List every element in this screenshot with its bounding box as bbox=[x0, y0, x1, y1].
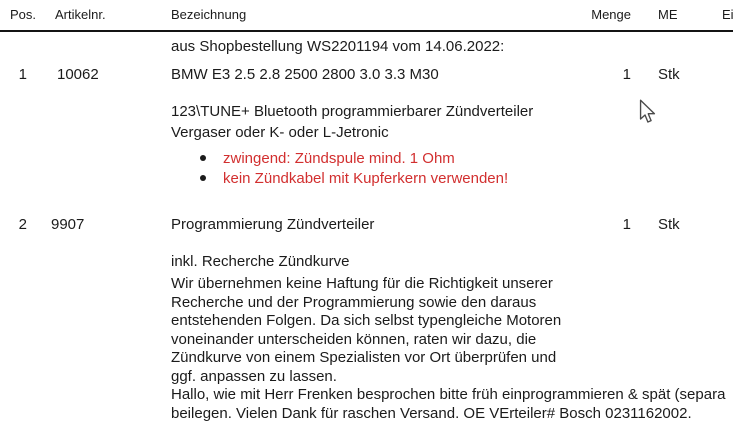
row2-disclaimer-line: Recherche und der Programmierung sowie den daraus bbox=[171, 294, 537, 311]
header-divider bbox=[0, 30, 733, 32]
row2-disclaimer-line: voneinander unterscheiden können, raten wir dazu, die bbox=[171, 331, 537, 348]
row1-artikelnr: 10062 bbox=[57, 66, 99, 83]
row1-menge: 1 bbox=[622, 66, 631, 83]
mouse-cursor-icon bbox=[639, 99, 657, 125]
row2-pos: 2 bbox=[18, 216, 27, 233]
row2-bezeichnung: Programmierung Zündverteiler bbox=[171, 216, 375, 233]
row1-description-line: Vergaser oder K- oder L-Jetronic bbox=[171, 124, 389, 141]
row2-menge: 1 bbox=[622, 216, 631, 233]
column-header-einzelpreis-truncated: Ei bbox=[722, 7, 734, 22]
row1-warning-bullet: zwingend: Zündspule mind. 1 Ohm bbox=[223, 150, 455, 167]
row2-artikelnr: 9907 bbox=[51, 216, 85, 233]
row1-description-line: 123\TUNE+ Bluetooth programmierbarer Zündverteiler bbox=[171, 103, 534, 120]
bullet-icon bbox=[200, 175, 206, 181]
row2-disclaimer-line: ggf. anpassen zu lassen. bbox=[171, 368, 337, 385]
row2-customer-note-line: Hallo, wie mit Herr Frenken besprochen bitte früh einprogrammieren & spät (separa bbox=[171, 386, 726, 403]
row2-customer-note-line: beilegen. Vielen Dank für raschen Versand. OE VErteiler# Bosch 0231162002. bbox=[171, 405, 692, 422]
row1-pos: 1 bbox=[18, 66, 27, 83]
column-header-artikelnr: Artikelnr. bbox=[55, 7, 106, 22]
bullet-icon bbox=[200, 155, 206, 161]
row2-subtitle: inkl. Recherche Zündkurve bbox=[171, 253, 350, 270]
shop-order-reference: aus Shopbestellung WS2201194 vom 14.06.2022: bbox=[171, 38, 505, 55]
column-header-me: ME bbox=[658, 7, 678, 22]
row2-disclaimer-line: Zündkurve von einem Spezialisten vor Ort überprüfen und bbox=[171, 349, 557, 366]
row1-me: Stk bbox=[658, 66, 680, 83]
row1-bezeichnung: BMW E3 2.5 2.8 2500 2800 3.0 3.3 M30 bbox=[171, 66, 439, 83]
column-header-menge: Menge bbox=[591, 7, 631, 22]
row2-disclaimer-line: Wir übernehmen keine Haftung für die Richtigkeit unserer bbox=[171, 275, 553, 292]
row2-me: Stk bbox=[658, 216, 680, 233]
row1-warning-bullet: kein Zündkabel mit Kupferkern verwenden! bbox=[223, 170, 509, 187]
row2-disclaimer-line: entstehenden Folgen. Da sich selbst typengleiche Motoren bbox=[171, 312, 562, 329]
column-header-pos: Pos. bbox=[10, 7, 37, 22]
column-header-bezeichnung: Bezeichnung bbox=[171, 7, 247, 22]
